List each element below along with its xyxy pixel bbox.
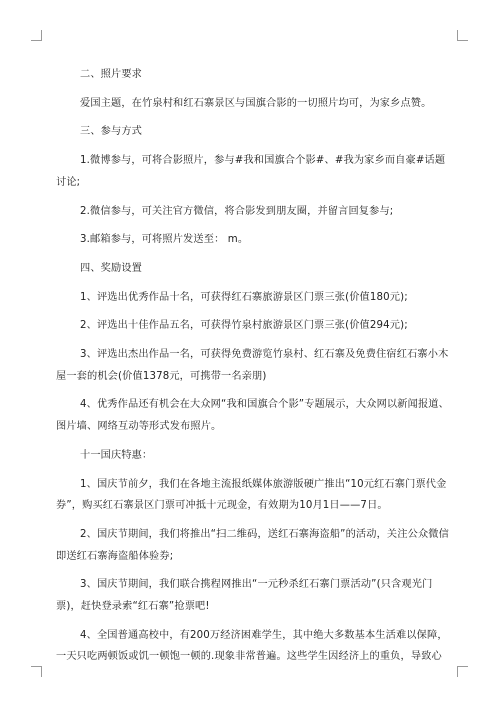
section-heading-participation: 三、参与方式 bbox=[80, 126, 143, 138]
section-heading-national-day: 十一国庆特惠： bbox=[80, 449, 153, 461]
crop-mark-bottom-right bbox=[457, 666, 468, 677]
paragraph-national-day-3: 3、国庆节期间，我们联合携程网推出“一元秒杀红石寨门票活动”(只含观光门票)，赶快登录索“红石寨”抢票吧! bbox=[56, 579, 433, 613]
section-heading-photo-requirements: 二、照片要求 bbox=[80, 69, 143, 80]
paragraph-students: 4、全国普通高校中，有200万经济困难学生，其中绝大多数基本生活难以保障，一天只吃两顿饭或饥一顿饱一顿的.现象非常普遍。这些学生因经济上的重负，导致心 bbox=[56, 629, 448, 663]
paragraph-email: 3.邮箱参与，可将照片发送至： m。 bbox=[80, 234, 249, 246]
crop-mark-top-left bbox=[31, 30, 42, 41]
paragraph-weibo: 1.微博参与，可将合影照片，参与#我和国旗合个影#、#我为家乡而自豪#话题讨论; bbox=[56, 155, 446, 188]
paragraph-reward-4: 4、优秀作品还有机会在大众网“我和国旗合个影”专题展示，大众网以新闻报道、图片墙、网络互动等形式发布照片。 bbox=[56, 399, 449, 433]
document-body bbox=[56, 64, 450, 668]
paragraph-photo-theme: 爱国主题，在竹泉村和红石寨景区与国旗合影的一切照片均可，为家乡点赞。 bbox=[80, 97, 432, 109]
crop-mark-bottom-left bbox=[31, 666, 42, 677]
paragraph-national-day-1: 1、国庆节前夕，我们在各地主流报纸媒体旅游版硬广推出“10元红石寨门票代金券”，购买红石寨景区门票可冲抵十元现金，有效期为10月1日——7日。 bbox=[56, 478, 447, 512]
paragraph-reward-2: 2、评选出十佳作品五名，可获得竹泉村旅游景区门票三张(价值294元); bbox=[80, 320, 408, 332]
section-heading-rewards: 四、奖励设置 bbox=[80, 262, 143, 274]
paragraph-wechat: 2.微信参与，可关注官方微信，将合影发到朋友圈，并留言回复参与; bbox=[80, 205, 394, 217]
paragraph-reward-3: 3、评选出杰出作品一名，可获得免费游览竹泉村、红石寨及免费住宿红石寨小木屋一套的机会(价值1378元，可携带一名亲朋) bbox=[56, 349, 449, 382]
paragraph-national-day-2: 2、国庆节期间，我们将推出“扫二维码，送红石寨海盗船”的活动，关注公众微信即送红石寨海盗船体验券; bbox=[56, 528, 449, 562]
crop-mark-top-right bbox=[457, 30, 468, 41]
paragraph-reward-1: 1、评选出优秀作品十名，可获得红石寨旅游景区门票三张(价值180元); bbox=[80, 291, 408, 303]
